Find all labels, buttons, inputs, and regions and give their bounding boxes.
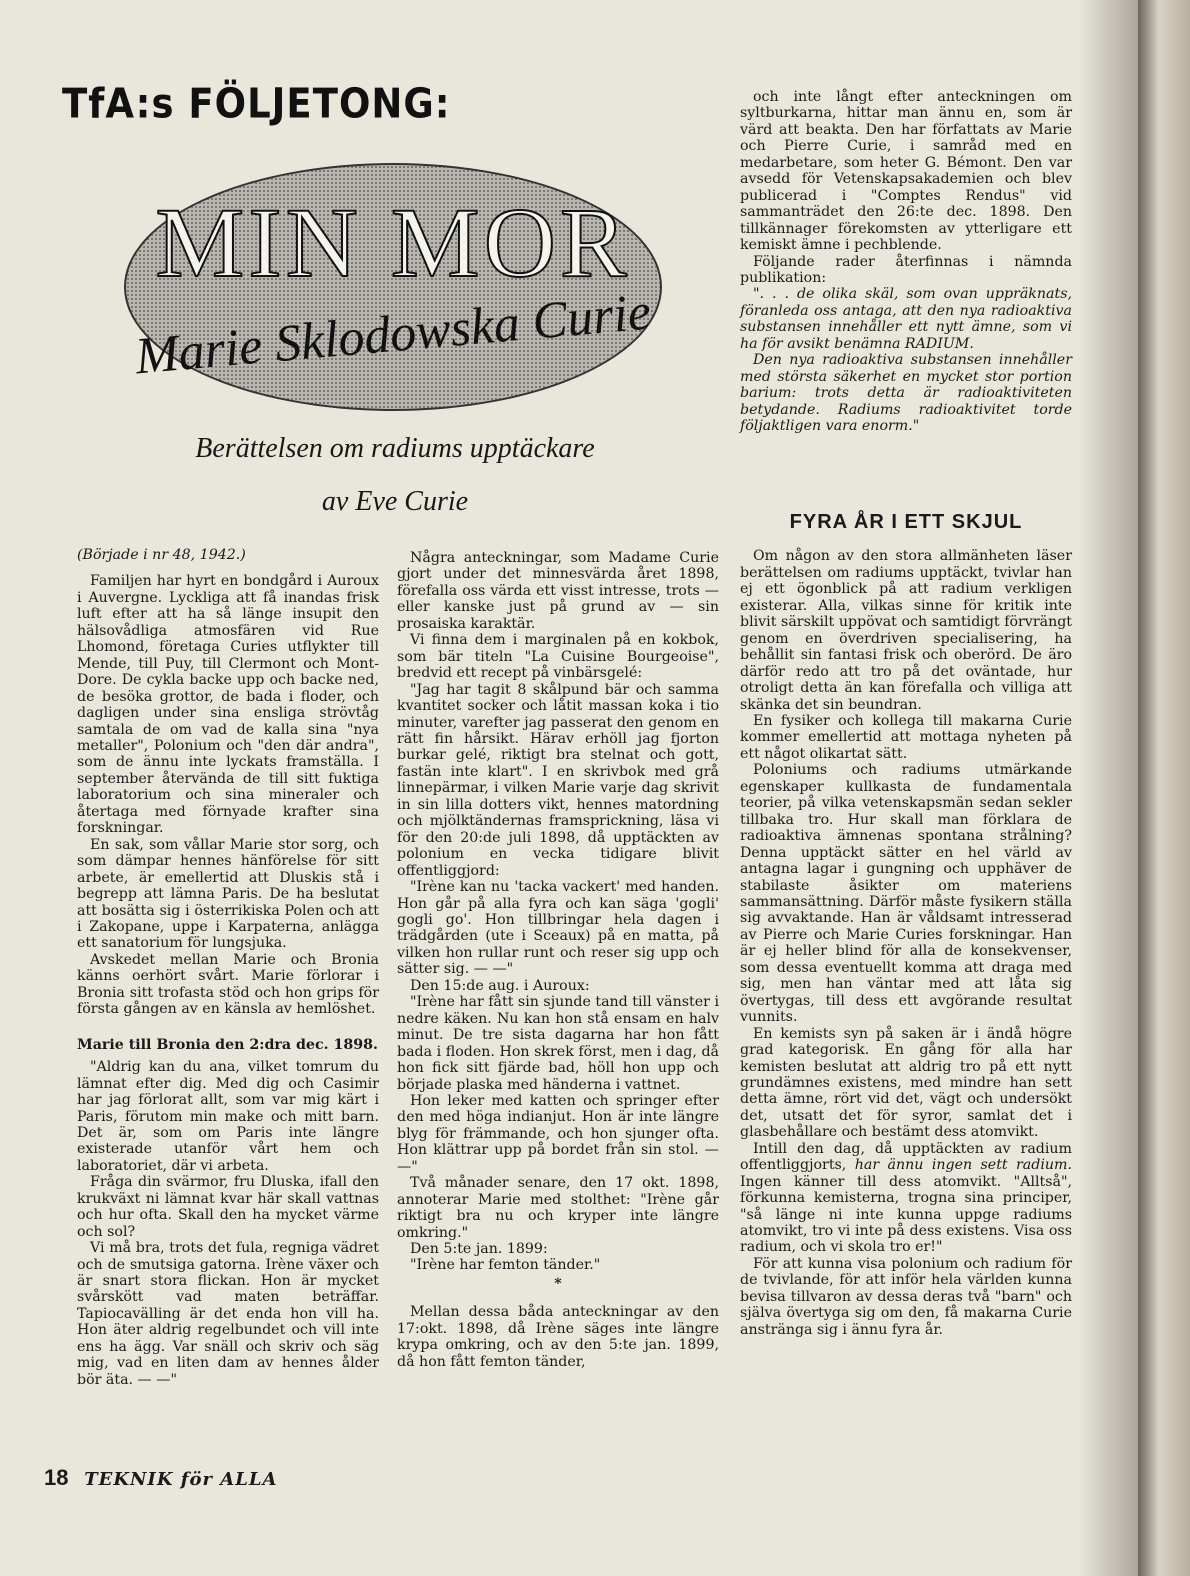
column-4 — [740, 511, 1072, 1338]
paragraph: "Aldrig kan du ana, vilket tomrum du lämnat efter dig. Med dig och Casimir har jag förlorat allt, som var mig kärt i Paris, förutom min make och mitt barn. Det är, som om Paris inte längre existerade utanför vårt hem och laboratoriet, där vi arbeta. — [77, 1059, 379, 1174]
paragraph: En sak, som vållar Marie stor sorg, och som dämpar hennes hänförelse för sitt arbete, är emellertid att Dluskis stå i begrepp att lämna Paris. De ha beslutat att bosätta sig i österrikiska Polen och att i Zakopane, uppe i Karpaterna, anlägga ett sanatorium för lungsjuka. — [77, 836, 379, 952]
column-1 — [77, 547, 379, 1388]
paragraph: Fråga din svärmor, fru Dluska, ifall den krukväxt ni lämnat kvar här skall vattnas och hur ofta. Skall den ha mycket värme och sol? — [77, 1174, 379, 1240]
paragraph: Hon leker med katten och springer efter den med höga indianjut. Hon är inte längre blyg för främmande, och hon sjunger ofta. Hon klättrar upp på bordet från sin stol. — —" — [397, 1092, 719, 1175]
paragraph: Den 15:de aug. i Auroux: — [410, 977, 590, 994]
column-3 — [740, 89, 1072, 435]
paragraph: För att kunna visa polonium och radium för de tvivlande, för att inför hela världen kunna bevisa tillvaron av dessa deras två "barn" och själva övertyga sig om den, få makarna Curie anstränga sig i ännu fyra år. — [740, 1255, 1072, 1338]
page-footer — [44, 1465, 278, 1491]
subtitle: Berättelsen om radiums upptäckare — [195, 433, 595, 464]
section-heading: FYRA ÅR I ETT SKJUL — [789, 511, 1023, 533]
banner-name: Marie Sklodowska Curie — [132, 283, 654, 386]
continuation-note: (Började i nr 48, 1942.) — [77, 547, 246, 563]
paragraph: "Irène har fått sin sjunde tand till vänster i nedre käken. Nu kan hon stå ensam en halv minut. De tre sista dagarna har hon fått bada i floden. Hon skrek först, men i dag, då hon fick sitt fjärde bad, höll hon upp och började plaska med händerna i vattnet. — [397, 994, 719, 1093]
paragraph: Några anteckningar, som Madame Curie gjort under det minnesvärda året 1898, förefalla oss värda ett visst intresse, trots — eller kanske just på grund av — sin prosaiska karaktär. — [397, 550, 719, 632]
paragraph: En kemists syn på saken är i ändå högre grad kategorisk. En gång för alla har kemisten beslutat att aldrig tro på ett nytt grundämnes existens, med mindre han sett detta ämne, rört vid det, vägt och undersökt det, utsatt det för syror, samlat det i glasbehållare och bestämt dess atomvikt. — [740, 1025, 1072, 1141]
paragraph: och inte långt efter anteckningen om syltburkarna, hittar man ännu en, som är värd att beakta. Den har författats av Marie och Pierre Curie, i samråd med en medarbetare, som heter G. Bémont. Den var avsedd för Vetenskapsakademien och blev publicerad i "Comptes Rendus" vid sammanträdet den 26:te dec. 1898. Den tillkännager förekomsten av ytterligare ett kemiskt ämne i pechblende. — [740, 89, 1072, 254]
paragraph: "Irène kan nu 'tacka vackert' med handen. Hon går på alla fyra och kan säga 'gogli' gogli go'. Hon tillbringar hela dagen i trädgården (ute i Sceaux) på en matta, på vilken hon rullar runt och reser sig upp och sätter sig. — —" — [397, 879, 719, 978]
paragraph: Vi må bra, trots det fula, regniga vädret och de smutsiga gatorna. Irène växer och är snart stora flickan. Hon är mycket svårskött vad maten beträffar. Tapiocavälling är det enda hon vill ha. Hon äter aldrig regelbundet och vill inte ens ha ägg. Var snäll och skriv och säg mig, vad en liten dam av hennes ålder bör äta. — —" — [77, 1240, 379, 1388]
title-banner — [124, 163, 662, 411]
column-2 — [397, 550, 719, 1370]
adjacent-page-edge — [1138, 0, 1190, 1576]
paragraph: Familjen har hyrt en bondgård i Auroux i Auvergne. Lyckliga att få inandas frisk luft efter att ha så länge insupit den hälsovådliga atmosfären vid Rue Lhomond, företaga Curies utflykter till Mende, till Puy, till Clermont och Mont-Dore. De cykla backe upp och backe ned, de besöka grottor, de bada i floder, och dagligen under sina ensliga strövtåg samtala de om vad de kalla sina "nya metaller", Polonium och "den där andra", som de ännu inte lyckats framställa. I september återvända de till sitt fuktiga laboratorium och sina mineraler och återtaga med förnyade krafter sina forskningar. — [77, 573, 379, 837]
quote: Den nya radioaktiva substansen innehåller med största säkerhet en mycket stor portion barium: trots detta är radioaktiviteten betydande. Radiums radioaktivitet torde följaktligen vara enorm." — [740, 352, 1072, 435]
paragraph: Två månader senare, den 17 okt. 1898, annoterar Marie med stolthet: "Irène går riktigt bra nu och kryper inte längre omkring." — [397, 1175, 719, 1241]
page-number: 18 — [44, 1465, 69, 1490]
paragraph: Den 5:te jan. 1899: — [410, 1241, 548, 1258]
series-title: TfA:s FÖLJETONG: — [62, 80, 451, 128]
paragraph — [740, 1141, 1072, 1256]
paragraph: Följande rader återfinnas i nämnda publikation: — [740, 253, 1072, 286]
paragraph: Mellan dessa båda anteckningar av den 17:okt. 1898, då Irène säges inte längre krypa omkring, och av den 5:te jan. 1899, då hon fått femton tänder, — [397, 1304, 719, 1370]
banner-title: MIN MOR — [155, 187, 631, 298]
paragraph: "Jag har tagit 8 skålpund bär och samma kvantitet socker och låtit massan koka i tio minuter, varefter jag passerat den genom en rätt fin hårsikt. Härav erhöll jag fjorton burkar gelé, riktigt bra stelnat och gott, fastän inte klart". I en skrivbok med grå linnepärmar, i vilken Marie varje dag skrivit in sin lilla dotters vikt, hennes matordning och mjölktändernas framsprickning, läsa vi för den 20:de juli 1898, då upptäckten av polonium en vecka tidigare blivit offentliggjord: — [397, 681, 719, 879]
emphasis: har ännu ingen sett radium. — [854, 1157, 1072, 1174]
quote: ". . . de olika skäl, som ovan uppräknats, föranleda oss antaga, att den nya radioaktiva substansen innehåller ett nytt ämne, som vi ha för avsikt benämna RADIUM. — [740, 286, 1072, 352]
paragraph: Vi finna dem i marginalen på en kokbok, som bär titeln "La Cuisine Bourgeoise", bredvid ett recept på vinbärsgelé: — [397, 632, 719, 682]
paragraph: Om någon av den stora allmänheten läser berättelsen om radiums upptäckt, tvivlar han ej ett ögonblick på att radium verkligen existerar. Alla, vilkas sinne för kritik inte blivit särskilt uppövat och samtidigt förvrängt genom en överdriven specialisering, ha behållit sin fantasi frisk och oberörd. De äro därför redo att tro på det oväntade, hur otroligt detta än kan förefalla och villiga att skänka det sin beundran. — [740, 548, 1072, 713]
text-run: Ingen känner till dess atomvikt. "Alltså", förkunna kemisterna, trogna sina principer, "så länge ni inte kunna uppge radiums atomvikt, tro vi inte på dess existens. Visa oss radium, och vi skola tro er!" — [740, 1173, 1072, 1256]
paragraph: Avskedet mellan Marie och Bronia känns oerhört svårt. Marie förlorar i Bronia sitt trofasta stöd och hon grips för första gången av en känsla av hemlöshet. — [77, 951, 379, 1018]
paragraph: Poloniums och radiums utmärkande egenskaper kullkasta de fundamentala teorier, på vilka vetenskapsmän sedan sekler tillbaka tro. Hur skall man förklara de radioaktiva ämnenas spontana strålning? Denna upptäckt sätter en hel värld av antagna lagar i gungning och upphäver de stabilaste åsikter om materiens sammansättning. Därför måste fysikern ställa sig avvaktande. Han är våldsamt intresserad av Pierre och Marie Curies forskningar. Han är ej heller blind för alla de konsekvenser, som dessa eventuellt komma att draga med sig, men han väntar med att låta sig övertygas, till dess ett avgörande resultat vunnits. — [740, 762, 1072, 1026]
magazine-name: TEKNIK för ALLA — [84, 1469, 278, 1490]
paragraph: En fysiker och kollega till makarna Curie kommer emellertid att mottaga nyheten på ett något olikartat sätt. — [740, 712, 1072, 762]
author-line: av Eve Curie — [321, 486, 469, 517]
section-separator: * — [554, 1275, 562, 1292]
paragraph: "Irène har femton tänder." — [410, 1257, 601, 1274]
letter-heading: Marie till Bronia den 2:dra dec. 1898. — [77, 1036, 378, 1053]
text-run: Intill den dag, då upptäckten av radium offentliggjorts, — [740, 1140, 1072, 1174]
